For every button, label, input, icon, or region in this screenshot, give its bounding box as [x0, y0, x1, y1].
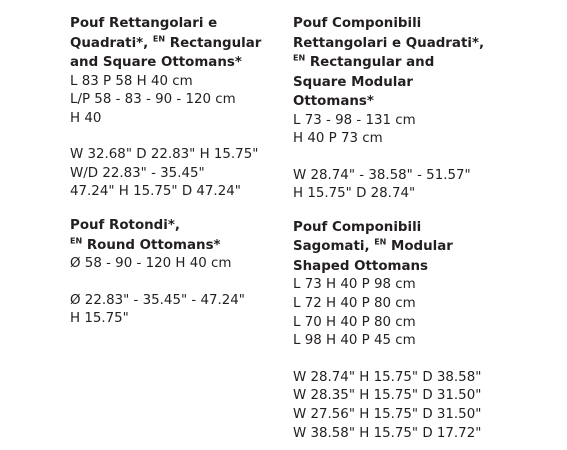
- shaped-metric-2: L 72 H 40 P 80 cm: [293, 295, 416, 311]
- shaped-imperial-3: W 27.56" H 15.75" D 31.50": [293, 406, 482, 422]
- modular-imperial-2: H 15.75" D 28.74": [293, 186, 416, 202]
- modular-title-en: Rectangular and: [305, 55, 435, 70]
- round-title-line-1: Pouf Rotondi*,: [70, 218, 180, 234]
- shaped-metric-1: L 73 H 40 P 98 cm: [293, 277, 416, 293]
- modular-ottomans-block: [293, 14, 533, 204]
- round-metric-1: Ø 58 - 90 - 120 H 40 cm: [70, 256, 232, 272]
- modular-metric-2: H 40 P 73 cm: [293, 131, 383, 147]
- rectangular-imperial-2: W/D 22.83" - 35.45": [70, 165, 205, 181]
- rectangular-metric-3: H 40: [70, 110, 102, 126]
- round-ottomans-block: [70, 216, 310, 329]
- shaped-ottomans-block: [293, 218, 533, 443]
- en-language-tag: EN: [152, 34, 166, 44]
- en-language-tag: EN: [70, 236, 83, 246]
- shaped-imperial-2: W 28.35" H 15.75" D 31.50": [293, 388, 482, 404]
- en-language-tag: EN: [293, 53, 306, 63]
- shaped-title-en: Modular: [386, 239, 453, 255]
- modular-title-line-5: Ottomans*: [293, 94, 374, 109]
- round-imperial-1: Ø 22.83" - 35.45" - 47.24": [70, 292, 245, 308]
- modular-title-line-3: [293, 53, 533, 73]
- rectangular-metric-2: L/P 58 - 83 - 90 - 120 cm: [70, 92, 236, 108]
- round-imperial-2: H 15.75": [70, 311, 129, 327]
- modular-imperial-1: W 28.74" - 38.58" - 51.57": [293, 167, 471, 183]
- shaped-metric-4: L 98 H 40 P 45 cm: [293, 333, 416, 349]
- modular-title-line-1: Pouf Componibili: [293, 16, 422, 31]
- modular-metric-1: L 73 - 98 - 131 cm: [293, 112, 416, 128]
- shaped-metric-3: L 70 H 40 P 80 cm: [293, 314, 416, 330]
- round-title-line-2: [70, 236, 310, 256]
- right-column: [293, 14, 533, 443]
- rectangular-title-it: Quadrati*,: [70, 35, 153, 51]
- modular-title-line-4: Square Modular: [293, 74, 414, 90]
- rectangular-title-en: Rectangular: [165, 35, 262, 51]
- en-language-tag: EN: [374, 237, 387, 247]
- shaped-imperial-4: W 38.58" H 15.75" D 17.72": [293, 425, 482, 441]
- shaped-imperial-1: W 28.74" H 15.75" D 38.58": [293, 369, 482, 385]
- rectangular-title-line-2: [70, 34, 310, 54]
- round-title-en: Round Ottomans*: [82, 237, 221, 253]
- shaped-title-line-2: [293, 237, 533, 257]
- rectangular-ottomans-block: [70, 14, 310, 202]
- shaped-title-it: Sagomati,: [293, 239, 375, 255]
- rectangular-imperial-1: W 32.68" D 22.83" H 15.75": [70, 147, 259, 163]
- modular-title-line-2: Rettangolari e Quadrati*,: [293, 35, 485, 51]
- left-column: [70, 14, 310, 329]
- rectangular-title-line-1: Pouf Rettangolari e: [70, 16, 218, 31]
- rectangular-metric-1: L 83 P 58 H 40 cm: [70, 73, 193, 89]
- shaped-title-line-3: Shaped Ottomans: [293, 258, 429, 274]
- rectangular-title-line-3: and Square Ottomans*: [70, 55, 242, 70]
- shaped-title-line-1: Pouf Componibili: [293, 219, 422, 235]
- rectangular-imperial-3: 47.24" H 15.75" D 47.24": [70, 184, 241, 200]
